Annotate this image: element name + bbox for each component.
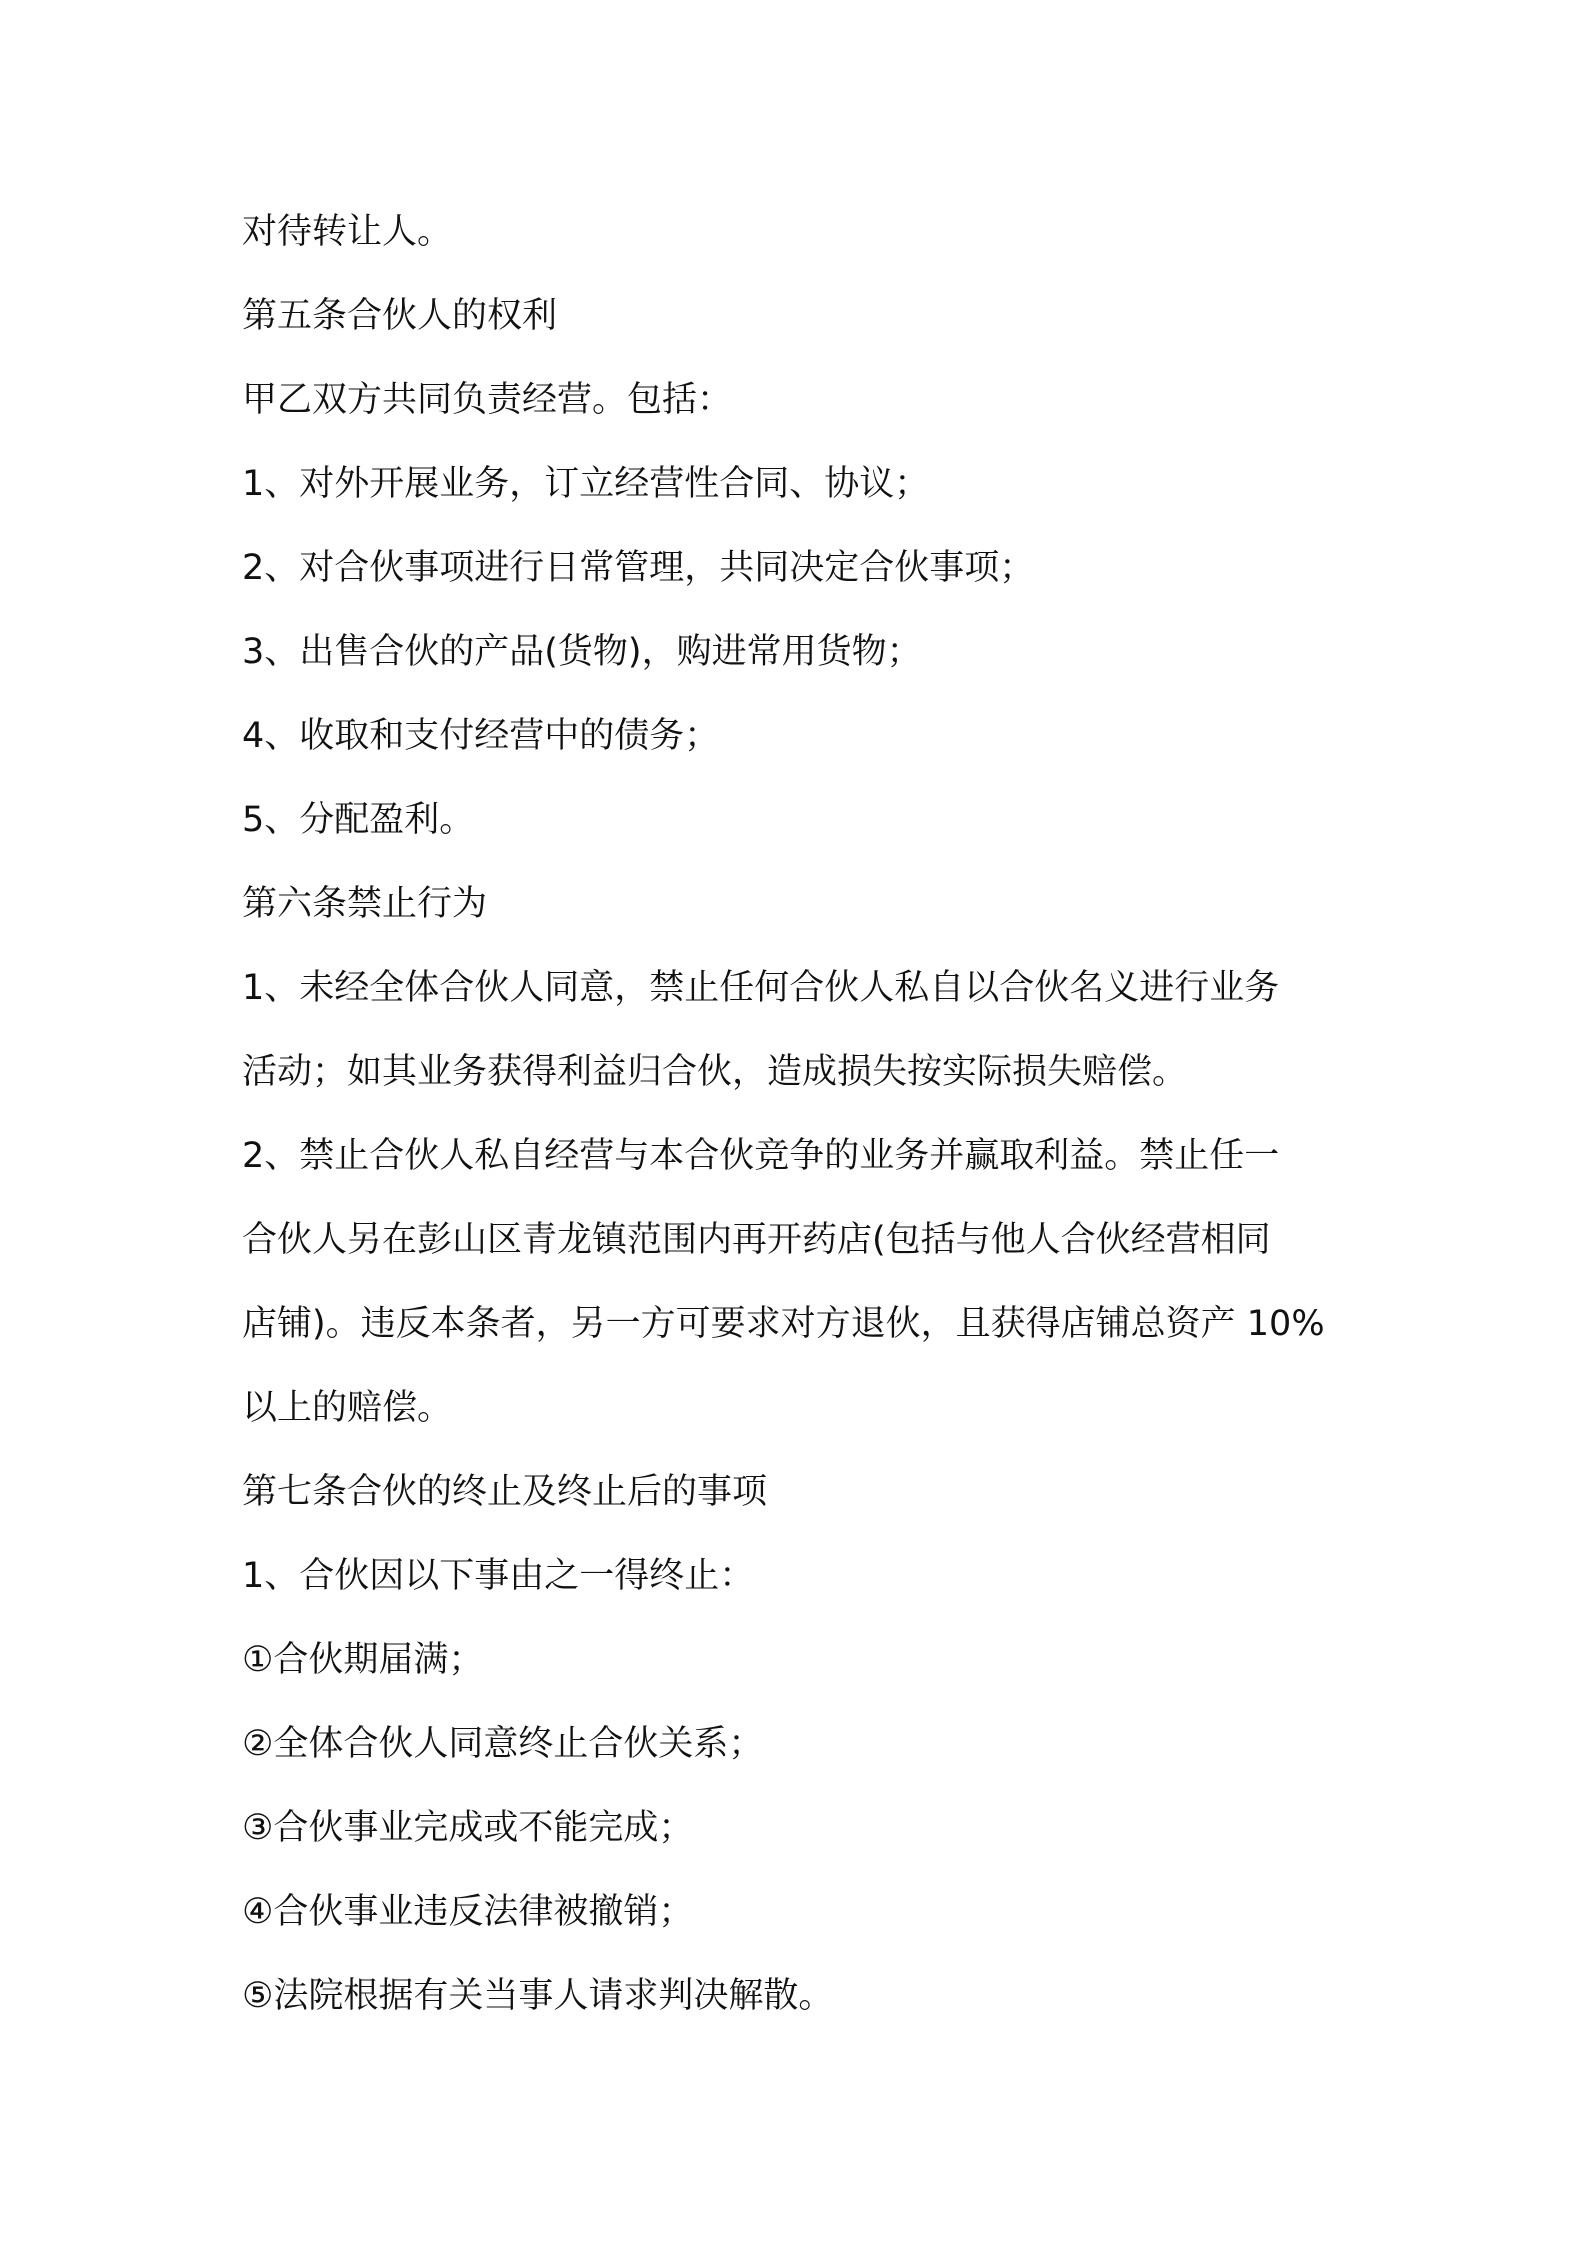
sub-list-item: ④合伙事业违反法律被撤销； (242, 1892, 694, 1932)
text-line: 以上的赔偿。 (242, 1388, 453, 1428)
list-item: 1、合伙因以下事由之一得终止： (242, 1556, 755, 1596)
list-item: 2、禁止合伙人私自经营与本合伙竞争的业务并赢取利益。禁止任一 (242, 1136, 1280, 1176)
sub-list-item: ⑤法院根据有关当事人请求判决解散。 (242, 1976, 834, 2016)
section-heading-6: 第六条禁止行为 (242, 884, 488, 924)
list-item: 1、未经全体合伙人同意，禁止任何合伙人私自以合伙名义进行业务 (242, 968, 1280, 1008)
list-item: 1、对外开展业务，订立经营性合同、协议； (242, 464, 930, 504)
text-line: 活动；如其业务获得利益归合伙，造成损失按实际损失赔偿。 (242, 1052, 1188, 1092)
section-heading-5: 第五条合伙人的权利 (242, 296, 558, 336)
text-line: 合伙人另在彭山区青龙镇范围内再开药店(包括与他人合伙经营相同 (242, 1220, 1271, 1260)
text-line: 店铺)。违反本条者，另一方可要求对方退伙，且获得店铺总资产 10% (242, 1304, 1325, 1344)
list-item: 2、对合伙事项进行日常管理，共同决定合伙事项； (242, 548, 1035, 588)
document-body (242, 190, 1362, 2038)
section-heading-7: 第七条合伙的终止及终止后的事项 (242, 1472, 768, 1512)
sub-list-item: ②全体合伙人同意终止合伙关系； (242, 1724, 764, 1764)
text-line: 对待转让人。 (242, 212, 453, 252)
list-item: 5、分配盈利。 (242, 800, 475, 840)
text-line: 甲乙双方共同负责经营。包括： (242, 380, 733, 420)
sub-list-item: ①合伙期届满； (242, 1640, 484, 1680)
list-item: 4、收取和支付经营中的债务； (242, 716, 720, 756)
sub-list-item: ③合伙事业完成或不能完成； (242, 1808, 694, 1848)
list-item: 3、出售合伙的产品(货物)，购进常用货物； (242, 632, 922, 672)
